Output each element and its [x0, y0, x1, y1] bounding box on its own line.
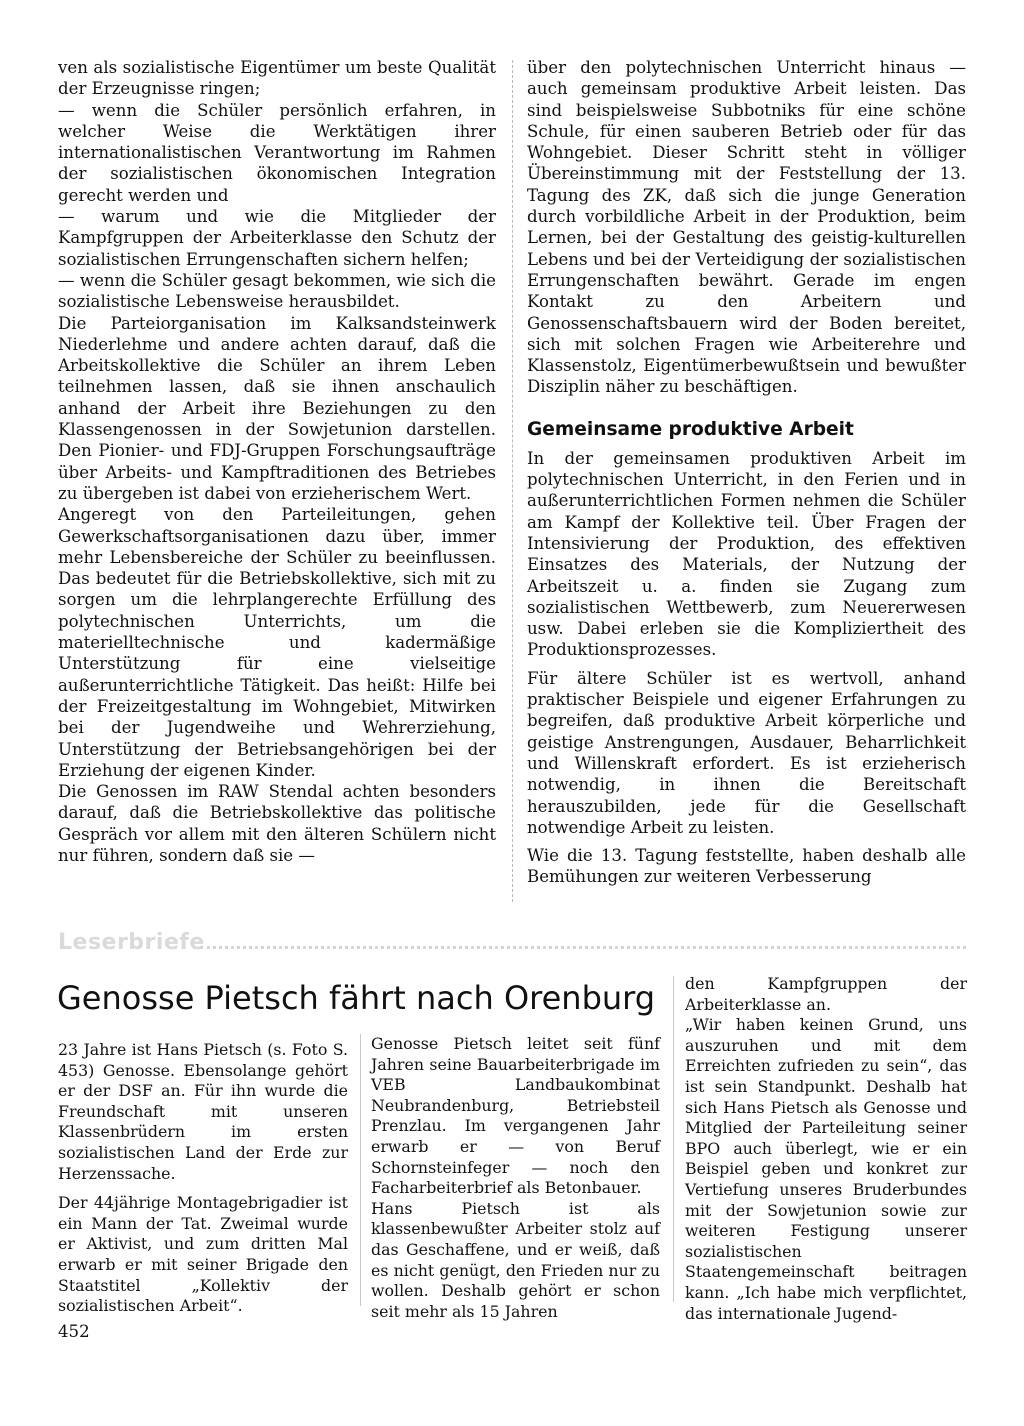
paragraph: Die Parteiorganisation im Kalksandsteinwerk Niederlehme und andere achten darauf, daß die Arbeitskollektive die Schüler an ihrem Leben teilnehmen lassen, daß sie ihnen anschaulich anhand der Arbeit ihre Beziehungen zu den Klassengenossen in der Sowjetunion darstellen. Den Pionier- und FDJ-Gruppen Forschungsaufträge über Arbeits- und Kampftraditionen des Betriebes zu übergeben ist dabei von erzieherischem Wert. [58, 313, 496, 503]
paragraph: „Wir haben keinen Grund, uns auszuruhen und mit dem Erreichten zufrieden zu sein“, das ist sein Standpunkt. Deshalb hat sich Hans Pietsch als Genosse und Mitglied der Parteileitung seiner BPO auch überlegt, wie er ein Beispiel geben und konkret zur Vertiefung unseres Bruderbundes mit der Sowjetunion sowie zur weiteren Festigung unserer sozialistischen Staatengemeinschaft beitragen kann. „Ich habe mich verpflichtet, das internationale Jugend- [685, 1015, 967, 1323]
paragraph: — wenn die Schüler persönlich erfahren, in welcher Weise die Werktätigen ihrer internationalistischen Verantwortung im Rahmen der sozialistischen ökonomischen Integration gerecht werden und [58, 100, 496, 205]
paragraph: Für ältere Schüler ist es wertvoll, anhand praktischer Beispiele und eigener Erfahrungen zu begreifen, daß produktive Arbeit körperliche und geistige Anstrengungen, Ausdauer, Beharrlichkeit und Willenskraft erfordert. Es ist erzieherisch notwendig, in ihnen die Bereitschaft herauszubilden, jede für die Gesellschaft notwendige Arbeit zu leisten. [527, 668, 966, 837]
paragraph: Genosse Pietsch leitet seit fünf Jahren seine Bauarbeiterbrigade im VEB Landbaukombinat Neubrandenburg, Betriebsteil Prenzlau. Im vergangenen Jahr erwarb er — von Beruf Schornsteinfeger — noch den Facharbeiterbrief als Betonbauer. [371, 1034, 660, 1198]
letter-column-1 [58, 1040, 348, 1317]
page-number: 452 [58, 1322, 90, 1341]
paragraph: Die Genossen im RAW Stendal achten besonders darauf, daß die Betriebskollektive das politische Gespräch vor allem mit den älteren Schülern nicht nur führen, sondern daß sie — [58, 782, 496, 865]
paragraph: ven als sozialistische Eigentümer um beste Qualität der Erzeugnisse ringen; [58, 58, 496, 99]
article-right-column [527, 57, 966, 888]
paragraph: den Kampfgruppen der Arbeiterklasse an. [685, 974, 967, 1014]
paragraph: — warum und wie die Mitglieder der Kampfgruppen der Arbeiterklasse den Schutz der sozialistischen Errungenschaften sichern helfen; [58, 207, 496, 269]
paragraph: — wenn die Schüler gesagt bekommen, wie sich die sozialistische Lebensweise herausbildet. [58, 270, 496, 312]
paragraph: Der 44jährige Montagebrigadier ist ein Mann der Tat. Zweimal wurde er Aktivist, und zum dritten Mal erwarb er mit seiner Brigade den Staatstitel „Kollektiv der sozialistischen Arbeit“. [58, 1193, 348, 1316]
paragraph: über den polytechnischen Unterricht hinaus — auch gemeinsam produktive Arbeit leisten. Das sind beispielsweise Subbotniks für eine schöne Schule, für einen sauberen Betrieb oder für das Wohngebiet. Dieser Schritt steht in völliger Übereinstimmung mit der Feststellung der 13. Tagung des ZK, daß sich die junge Generation durch vorbildliche Arbeit in der Produktion, beim Lernen, bei der Gestaltung des geistig-kulturellen Lebens und bei der Verteidigung der sozialistischen Errungenschaften bewährt. Gerade im engen Kontakt zu den Arbeitern und Genossenschaftsbauern wird der Boden bereitet, sich mit solchen Fragen wie Arbeiterehre und Klassenstolz, Eigentümerbewußtsein und bewußter Disziplin näher zu beschäftigen. [527, 58, 966, 397]
section-divider [200, 946, 966, 949]
column-divider [673, 976, 674, 1302]
letter-headline: Genosse Pietsch fährt nach Orenburg [57, 979, 656, 1017]
column-divider [360, 1034, 361, 1306]
paragraph: Angeregt von den Parteileitungen, gehen Gewerkschaftsorganisationen dazu über, immer mehr Lebensbereiche der Schüler zu beeinflussen. Das bedeutet für die Betriebskollektive, sich mit zu sorgen um die lehrplangerechte Erfüllung des polytechnischen Unterrichts, um die materielltechnische und kadermäßige Unterstützung für eine vielseitige außerunterrichtliche Tätigkeit. Das heißt: Hilfe bei der Freizeitgestaltung im Wohngebiet, Mitwirken bei der Jugendweihe und Wehrerziehung, Unterstützung der Betriebsangehörigen bei der Erziehung der eigenen Kinder. [58, 505, 496, 780]
letter-column-3 [685, 974, 967, 1324]
section-label: Leserbriefe [58, 930, 205, 955]
paragraph: 23 Jahre ist Hans Pietsch (s. Foto S. 453) Genosse. Ebensolange gehört er der DSF an. Für ihn wurde die Freundschaft mit unseren Klassenbrüdern im ersten sozialistischen Land der Erde zur Herzenssache. [58, 1040, 348, 1183]
paragraph: Hans Pietsch ist als klassenbewußter Arbeiter stolz auf das Geschaffene, und er weiß, daß es nicht genügt, den Frieden nur zu wollen. Deshalb gehört er schon seit mehr als 15 Jahren [371, 1198, 660, 1321]
column-divider [512, 60, 513, 902]
article-left-column [58, 57, 496, 866]
letter-column-2 [371, 1034, 660, 1322]
paragraph: Wie die 13. Tagung feststellte, haben deshalb alle Bemühungen zur weiteren Verbesserung [527, 846, 966, 887]
paragraph: In der gemeinsamen produktiven Arbeit im polytechnischen Unterricht, in den Ferien und in außerunterrichtlichen Formen nehmen die Schüler am Kampf der Kollektive teil. Über Fragen der Intensivierung der Produktion, des effektiven Einsatzes des Materials, der Nutzung der Arbeitszeit u. a. finden sie Zugang zum sozialistischen Wettbewerb, zum Neuererwesen usw. Dabei erleben sie die Kompliziertheit des Produktionsprozesses. [527, 448, 966, 660]
subheading: Gemeinsame produktive Arbeit [527, 418, 854, 440]
